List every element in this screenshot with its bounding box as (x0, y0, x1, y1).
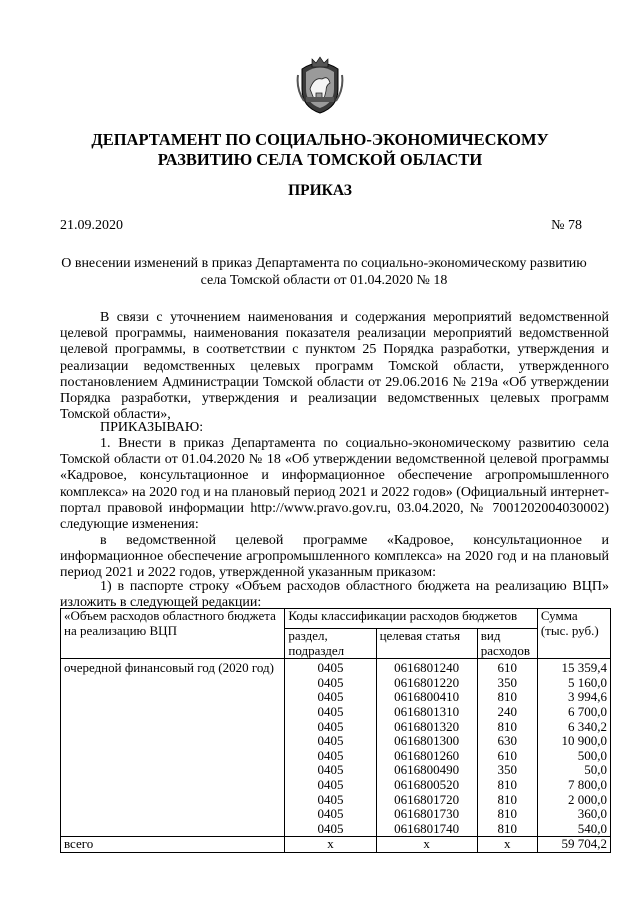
sum-cell: 2 000,0 (568, 791, 607, 807)
type-cell: 350 (497, 762, 518, 778)
section-cell: 0405 (317, 776, 344, 792)
sum-cell: 7 800,0 (568, 776, 607, 792)
type-cell: 810 (497, 820, 518, 836)
sum-cell: 500,0 (577, 747, 607, 763)
article-cell: 0616800520 (394, 776, 460, 792)
total-x-type: х (477, 837, 537, 853)
type-cell: 630 (497, 733, 518, 749)
total-x-section: х (285, 837, 376, 853)
article-cell: 0616801220 (394, 674, 460, 690)
section-cell: 0405 (317, 674, 344, 690)
table-total-row (61, 837, 611, 853)
document-date: 21.09.2020 (60, 218, 123, 233)
sum-cell: 6 700,0 (568, 703, 607, 719)
types-column (477, 659, 537, 837)
sum-cell: 15 359,4 (561, 660, 607, 676)
type-cell: 810 (497, 718, 518, 734)
section-cell: 0405 (317, 747, 344, 763)
article-cell: 0616801240 (394, 660, 460, 676)
section-cell: 0405 (317, 689, 344, 705)
sum-cell: 6 340,2 (568, 718, 607, 734)
type-cell: 810 (497, 776, 518, 792)
total-x-article: х (376, 837, 477, 853)
article-cell: 0616801720 (394, 791, 460, 807)
article-cell: 0616800490 (394, 762, 460, 778)
article-cell: 0616801740 (394, 820, 460, 836)
sections-column (285, 659, 376, 837)
article-cell: 0616800410 (394, 689, 460, 705)
section-cell: 0405 (317, 703, 344, 719)
order-subitem-text: в ведомственной целевой программе «Кадровое, консультационное и информационное обеспечение агропромышленного комплекса» на 2020 год и на плановый период 2021 и 2022 годов, утвержденной указанным приказом: (60, 533, 609, 581)
sum-cell: 360,0 (577, 806, 607, 822)
sum-cell: 10 900,0 (561, 733, 607, 749)
department-title-line1: ДЕПАРТАМЕНТ ПО СОЦИАЛЬНО-ЭКОНОМИЧЕСКОМУ (91, 130, 549, 149)
total-sum: 59 704,2 (537, 837, 610, 853)
section-cell: 0405 (317, 820, 344, 836)
section-cell: 0405 (317, 733, 344, 749)
sums-column (537, 659, 610, 837)
sum-cell: 540,0 (577, 820, 607, 836)
document-type-title: ПРИКАЗ (288, 182, 352, 199)
article-cell: 0616801320 (394, 718, 460, 734)
type-cell: 240 (497, 703, 518, 719)
order-item-1: 1. Внести в приказ Департамента по социально-экономическому развитию села Томской области от 01.04.2020 № 18 «Об утверждении ведомственной целевой программы «Кадровое, консультационное и информационное обеспечение агропромышленного комплекса» на 2020 год и на плановый период 2021 и 2022 годов» (Официальный интернет-портал правовой информации http://www.pravo.gov.ru, 03.04.2020, № 7001202004030002) следующие изменения: (60, 436, 609, 533)
document-subject: О внесении изменений в приказ Департамента по социально-экономическому развитию села Томской области от 01.04.2020 № 18 (61, 256, 587, 288)
table-subheader-type: вид расходов (477, 629, 537, 659)
type-cell: 810 (497, 806, 518, 822)
article-cell: 0616801260 (394, 747, 460, 763)
section-cell: 0405 (317, 806, 344, 822)
budget-table (60, 608, 611, 853)
table-header-codes: Коды классификации расходов бюджетов (285, 609, 537, 629)
sum-cell: 3 994,6 (568, 689, 607, 705)
table-header-sum: Сумма (тыс. руб.) (537, 609, 610, 659)
type-cell: 610 (497, 660, 518, 676)
table-subheader-section: раздел, подраздел (285, 629, 376, 659)
document-number: № 78 (551, 218, 582, 233)
section-cell: 0405 (317, 791, 344, 807)
type-cell: 610 (497, 747, 518, 763)
table-row (61, 659, 611, 837)
sum-cell: 5 160,0 (568, 674, 607, 690)
coat-of-arms-emblem (296, 55, 344, 115)
type-cell: 810 (497, 791, 518, 807)
order-word: ПРИКАЗЫВАЮ: (100, 420, 204, 435)
section-cell: 0405 (317, 762, 344, 778)
articles-column (376, 659, 477, 837)
article-cell: 0616801300 (394, 733, 460, 749)
total-label: всего (61, 837, 285, 853)
table-subheader-article: целевая статья (376, 629, 477, 659)
type-cell: 810 (497, 689, 518, 705)
order-subitem-1: 1) в паспорте строку «Объем расходов областного бюджета на реализацию ВЦП» изложить в следующей редакции: (60, 579, 609, 611)
preamble-paragraph: В связи с уточнением наименования и содержания мероприятий ведомственной целевой программы, наименования показателя реализации мероприятий ведомственной целевой программы, в соответствии с пунктом 25 Порядка разработки, утверждения и реализации ведомственных целевых программ Томской области, утвержденного постановлением Администрации Томской области от 29.06.2016 № 219а «Об утверждении Порядка разработки, утверждения и реализации ведомственных целевых программ Томской области», (60, 310, 609, 423)
article-cell: 0616801310 (394, 703, 460, 719)
type-cell: 350 (497, 674, 518, 690)
section-cell: 0405 (317, 660, 344, 676)
department-title-line2: РАЗВИТИЮ СЕЛА ТОМСКОЙ ОБЛАСТИ (157, 150, 483, 169)
table-header-name: «Объем расходов областного бюджета на реализацию ВЦП (61, 609, 285, 659)
section-cell: 0405 (317, 718, 344, 734)
article-cell: 0616801730 (394, 806, 460, 822)
row-label: очередной финансовый год (2020 год) (61, 659, 285, 837)
sum-cell: 50,0 (584, 762, 607, 778)
